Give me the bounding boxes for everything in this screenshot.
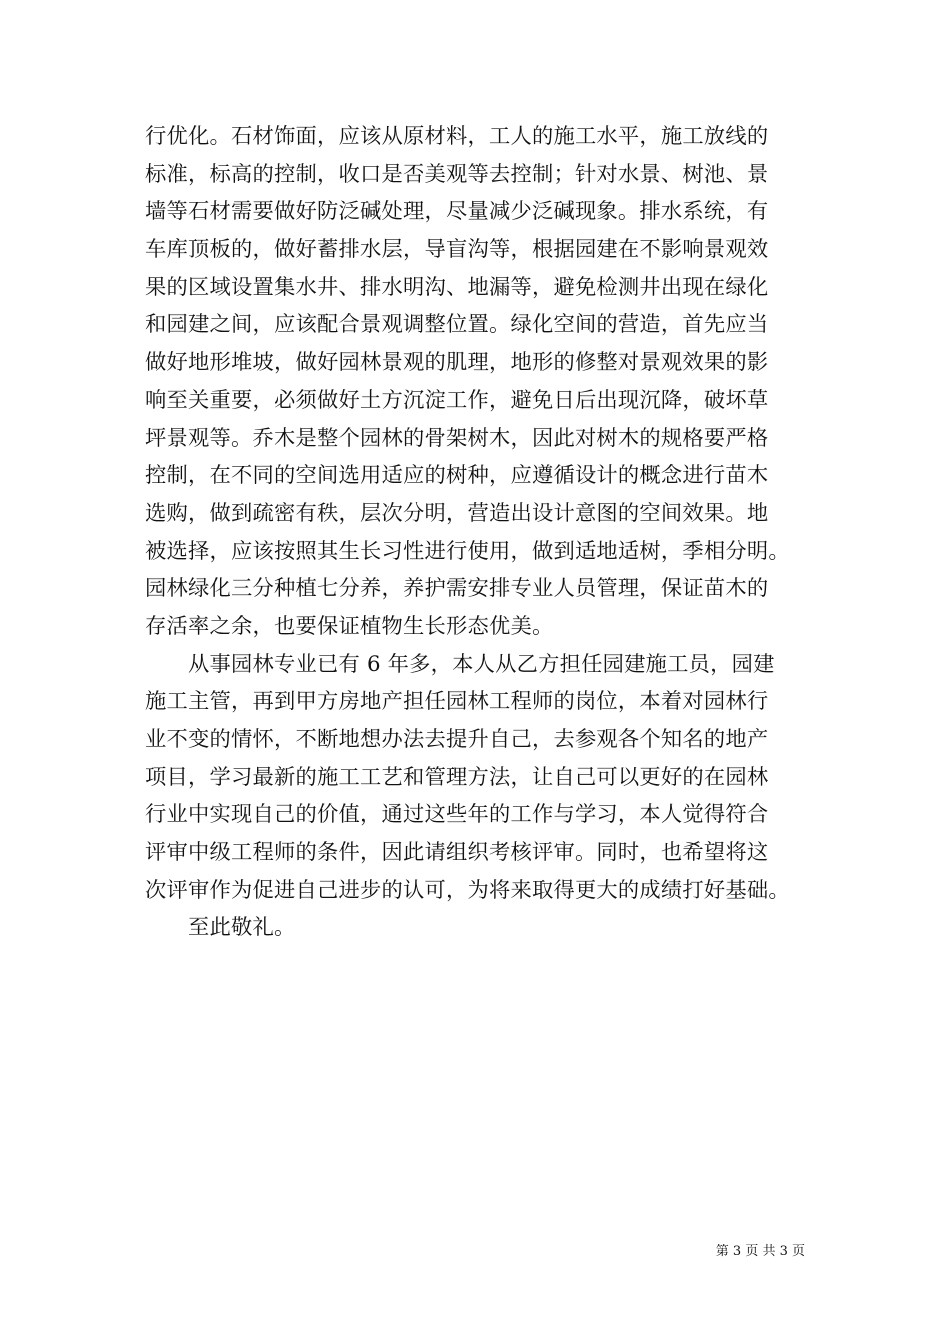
text-line: 和园建之间，应该配合景观调整位置。绿化空间的营造，首先应当	[145, 312, 769, 338]
text-line: 被选择，应该按照其生长习性进行使用，做到适地适树，季相分明。	[145, 538, 790, 564]
text-line: 坪景观等。乔木是整个园林的骨架树木，因此对树木的规格要严格	[145, 425, 769, 451]
text-line: 业不变的情怀，不断地想办法去提升自己，去参观各个知名的地产	[145, 727, 769, 752]
text-line: 行业中实现自己的价值，通过这些年的工作与学习，本人觉得符合	[145, 802, 769, 828]
text-line: 标准，标高的控制，收口是否美观等去控制；针对水景、树池、景	[145, 161, 769, 187]
text-line: 从事园林专业已有 6 年多，本人从乙方担任园建施工员，园建	[188, 651, 775, 677]
text-line: 项目，学习最新的施工工艺和管理方法，让自己可以更好的在园林	[145, 764, 769, 790]
text-line: 墙等石材需要做好防泛碱处理，尽量减少泛碱现象。排水系统，有	[145, 199, 769, 225]
text-line: 存活率之余，也要保证植物生长形态优美。	[145, 613, 554, 639]
text-line: 施工主管，再到甲方房地产担任园林工程师的岗位，本着对园林行	[145, 689, 769, 715]
text-line: 做好地形堆坡，做好园林景观的肌理，地形的修整对景观效果的影	[145, 350, 769, 376]
text-line: 行优化。石材饰面，应该从原材料，工人的施工水平，施工放线的	[145, 124, 769, 149]
paragraph-career	[145, 646, 825, 910]
text-line: 车库顶板的，做好蓄排水层，导盲沟等，根据园建在不影响景观效	[145, 237, 769, 263]
text-line: 评审中级工程师的条件，因此请组织考核评审。同时，也希望将这	[145, 840, 769, 866]
text-line: 选购，做到疏密有秩，层次分明，营造出设计意图的空间效果。地	[145, 500, 769, 526]
text-line: 果的区域设置集水井、排水明沟、地漏等，避免检测井出现在绿化	[145, 274, 769, 300]
document-body	[145, 118, 825, 947]
text-line: 园林绿化三分种植七分养，养护需安排专业人员管理，保证苗木的	[145, 576, 769, 602]
text-line: 次评审作为促进自己进步的认可，为将来取得更大的成绩打好基础。	[145, 877, 790, 903]
text-line: 控制，在不同的空间选用适应的树种，应遵循设计的概念进行苗木	[145, 463, 769, 489]
paragraph-continued	[145, 118, 825, 646]
page-number: 第 3 页 共 3 页	[715, 1244, 805, 1259]
paragraph-closing	[145, 909, 825, 947]
text-line: 响至关重要，必须做好土方沉淀工作，避免日后出现沉降，破坏草	[145, 387, 769, 413]
text-line: 至此敬礼。	[188, 915, 296, 941]
